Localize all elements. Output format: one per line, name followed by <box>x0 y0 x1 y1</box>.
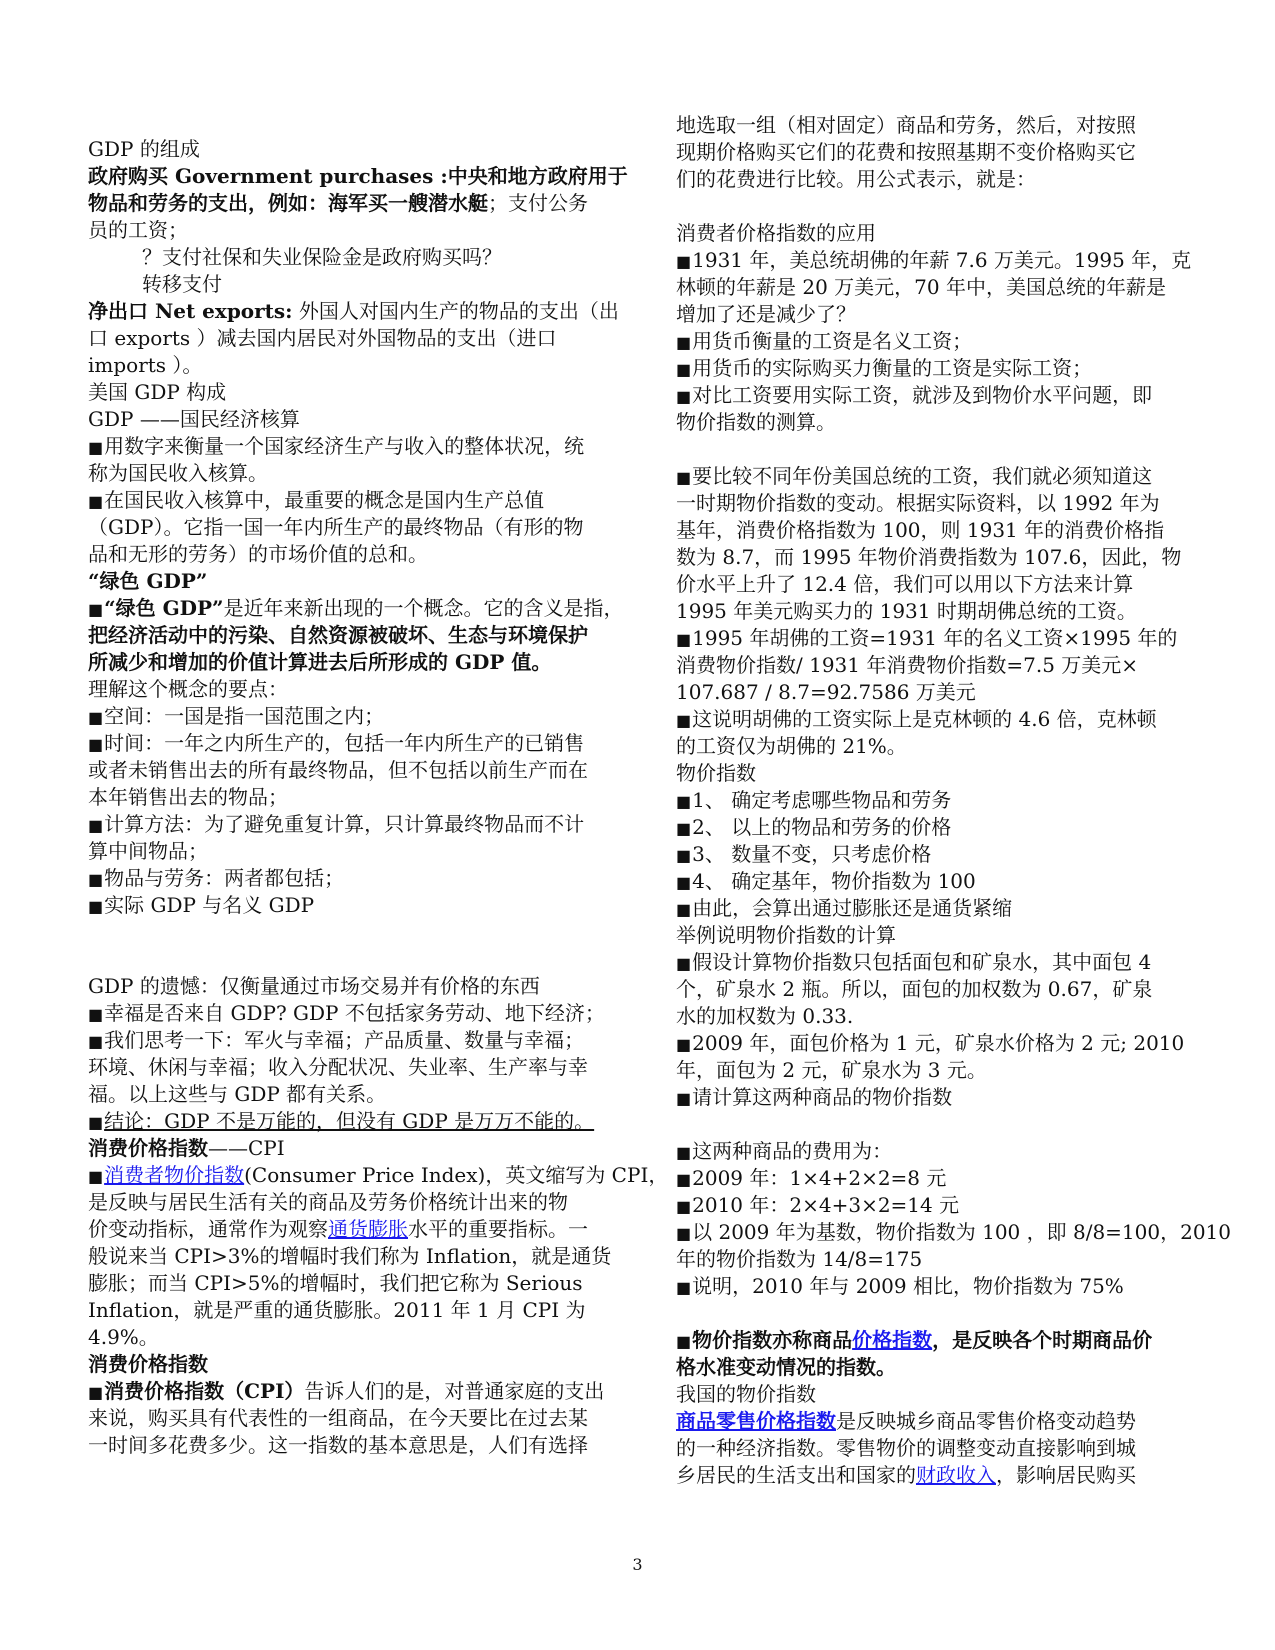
gov-purchase-line3: 员的工资； <box>88 218 188 242</box>
nominal-wage: 用货币衡量的工资是名义工资； <box>692 329 973 353</box>
bullet: ■ <box>676 792 692 811</box>
net-exports-line1: 外国人对国内生产的物品的支出（出 <box>292 299 619 323</box>
bullet: ■ <box>88 1113 104 1132</box>
point-goods: 物品与劳务：两者都包括； <box>104 866 345 890</box>
pi-aka-a: 物价指数亦称商品 <box>692 1328 853 1352</box>
bullet: ■ <box>676 1224 692 1243</box>
gdp-accounting: GDP ——国民经济核算 <box>88 407 300 431</box>
example-heading: 举例说明物价指数的计算 <box>676 923 896 947</box>
bullet: ■ <box>676 1332 692 1351</box>
point-time-line3: 本年销售出去的物品； <box>88 785 288 809</box>
cpi-heading-suffix: ——CPI <box>208 1136 285 1160</box>
continued-line2: 现期价格购买它们的花费和按照基期不变价格购买它 <box>676 140 1136 164</box>
bullet: ■ <box>676 954 692 973</box>
assume-line2: 个，矿泉水 2 瓶。所以，面包的加权数为 0.67，矿泉 <box>676 977 1153 1001</box>
bullet: ■ <box>676 360 692 379</box>
bullet: ■ <box>88 870 104 889</box>
continued-line1: 地选取一组（相对固定）商品和劳务，然后，对按照 <box>676 113 1136 137</box>
bullet: ■ <box>676 468 692 487</box>
pi-aka-line2: 格水准变动情况的指数。 <box>676 1355 896 1379</box>
bullet: ■ <box>88 1383 104 1402</box>
transfer-payment: 转移支付 <box>142 272 222 296</box>
cost-2010: 2010 年：2×4+3×2=14 元 <box>692 1193 960 1217</box>
china-price-index: 我国的物价指数 <box>676 1382 816 1406</box>
social-security-question: ？支付社保和失业保险金是政府购买吗？ <box>142 245 502 269</box>
bullet: ■ <box>88 708 104 727</box>
step-4: 4、 确定基年，物价指数为 100 <box>692 869 976 893</box>
cpi-application-heading: 消费者价格指数的应用 <box>676 221 876 245</box>
note: 说明，2010 年与 2009 相比，物价指数为 75% <box>692 1274 1124 1298</box>
cpi-line6: Inflation，就是严重的通货膨胀。2011 年 1 月 CPI 为 <box>88 1298 586 1322</box>
think-line1: 我们思考一下：军火与幸福；产品质量、数量与幸福； <box>104 1028 585 1052</box>
cpi-line4: 般说来当 CPI>3%的增幅时我们称为 Inflation，就是通货 <box>88 1244 612 1268</box>
cpi-line3b: 水平的重要指标。一 <box>408 1217 588 1241</box>
bullet: ■ <box>676 900 692 919</box>
cpi-def-line3: 一时间多花费多少。这一指数的基本意思是，人们有选择 <box>88 1433 588 1457</box>
bullet: ■ <box>676 846 692 865</box>
net-exports-line2: 口 exports ）减去国内居民对外国物品的支出（进口 <box>88 326 557 350</box>
bullet: ■ <box>88 1032 104 1051</box>
net-exports-line3: imports ）。 <box>88 353 203 377</box>
assume-line1: 假设计算物价指数只包括面包和矿泉水，其中面包 4 <box>692 950 1152 974</box>
think-line3: 福。以上这些与 GDP 都有关系。 <box>88 1082 387 1106</box>
us-gdp-composition: 美国 GDP 构成 <box>88 380 227 404</box>
green-gdp-term: “绿色 GDP” <box>104 596 224 620</box>
bullet: ■ <box>676 1089 692 1108</box>
know-line4: 数为 8.7，而 1995 年物价消费指数为 107.6，因此，物 <box>676 545 1182 569</box>
gov-purchase-line2b: ；支付公务 <box>488 191 588 215</box>
compare-line1: 对比工资要用实际工资，就涉及到物价水平问题，即 <box>692 383 1153 407</box>
cpi-line3a: 价变动指标，通常作为观察 <box>88 1217 328 1241</box>
bullet: ■ <box>88 600 104 619</box>
point-time-line2: 或者未销售出去的所有最终物品，但不包括以前生产而在 <box>88 758 588 782</box>
bullet: ■ <box>676 252 692 271</box>
national-income-line2: 称为国民收入核算。 <box>88 461 268 485</box>
gdp-definition-line1: 在国民收入核算中，最重要的概念是国内生产总值 <box>104 488 545 512</box>
retail-line3a: 乡居民的生活支出和国家的 <box>676 1463 916 1487</box>
salary-line1: 1931 年，美总统胡佛的年薪 7.6 万美元。1995 年，克 <box>692 248 1192 272</box>
explain-line1: 这说明胡佛的工资实际上是克林顿的 4.6 倍，克林顿 <box>692 707 1157 731</box>
cost-2009: 2009 年：1×4+2×2=8 元 <box>692 1166 947 1190</box>
price-index-link[interactable]: 价格指数 <box>852 1328 933 1352</box>
explain-line2: 的工资仅为胡佛的 21%。 <box>676 734 907 758</box>
point-space: 空间：一国是指一国范围之内； <box>104 704 385 728</box>
step-1: 1、 确定考虑哪些物品和劳务 <box>692 788 952 812</box>
point-method-line2: 算中间物品； <box>88 839 208 863</box>
cpi-line7: 4.9%。 <box>88 1325 159 1349</box>
bullet: ■ <box>88 816 104 835</box>
point-time-line1: 时间：一年之内所生产的，包括一年内所生产的已销售 <box>104 731 585 755</box>
inflation-link[interactable]: 通货膨胀 <box>328 1217 408 1241</box>
retail-line2: 的一种经济指数。零售物价的调整变动直接影响到城 <box>676 1436 1136 1460</box>
green-gdp-line2: 把经济活动中的污染、自然资源被破坏、生态与环境保护 <box>88 623 588 647</box>
cpi-line2: 是反映与居民生活有关的商品及劳务价格统计出来的物 <box>88 1190 568 1214</box>
bullet: ■ <box>676 1143 692 1162</box>
green-gdp-line3: 所减少和增加的价值计算进去后所形成的 GDP 值。 <box>88 650 552 674</box>
point-method-line1: 计算方法：为了避免重复计算，只计算最终物品而不计 <box>104 812 585 836</box>
assume-line3: 水的加权数为 0.33. <box>676 1004 854 1028</box>
national-income-line1: 用数字来衡量一个国家经济生产与收入的整体状况，统 <box>104 434 585 458</box>
formula-line3: 107.687 / 8.7=92.7586 万美元 <box>676 680 976 704</box>
cpi-heading-2: 消费价格指数 <box>88 1352 208 1376</box>
base-line1: 以 2009 年为基数，物价指数为 100 ，即 8/8=100，2010 <box>692 1220 1232 1244</box>
bullet: ■ <box>676 711 692 730</box>
bullet: ■ <box>88 735 104 754</box>
continued-line3: 们的花费进行比较。用公式表示，就是： <box>676 167 1036 191</box>
know-line5: 价水平上升了 12.4 倍，我们可以用以下方法来计算 <box>676 572 1134 596</box>
gdp-regret: GDP 的遗憾：仅衡量通过市场交易并有价格的东西 <box>88 974 540 998</box>
right-column <box>676 112 1232 1489</box>
bullet: ■ <box>676 630 692 649</box>
bullet: ■ <box>88 1005 104 1024</box>
cpi-line1: (Consumer Price Index)，英文缩写为 CPI， <box>244 1163 669 1187</box>
price-index-heading: 物价指数 <box>676 761 756 785</box>
conclusion: 结论：GDP 不是万能的，但没有 GDP 是万万不能的。 <box>104 1109 595 1133</box>
therefore: 由此，会算出通过膨胀还是通货紧缩 <box>692 896 1013 920</box>
page-number: 3 <box>632 1555 643 1574</box>
think-line2: 环境、休闲与幸福；收入分配状况、失业率、生产率与幸 <box>88 1055 588 1079</box>
bullet: ■ <box>676 1035 692 1054</box>
know-line2: 一时期物价指数的变动。根据实际资料，以 1992 年为 <box>676 491 1160 515</box>
cpi-line5: 膨胀；而当 CPI>5%的增幅时，我们把它称为 Serious <box>88 1271 583 1295</box>
calc-request: 请计算这两种商品的物价指数 <box>692 1085 953 1109</box>
cost-heading: 这两种商品的费用为： <box>692 1139 893 1163</box>
gdp-components-heading: GDP 的组成 <box>88 137 200 161</box>
green-gdp-heading: “绿色 GDP” <box>88 569 208 593</box>
bullet: ■ <box>676 819 692 838</box>
formula-line2: 消费物价指数/ 1931 年消费物价指数=7.5 万美元× <box>676 653 1139 677</box>
salary-line3: 增加了还是减少了？ <box>676 302 856 326</box>
gov-purchase-line2a: 物品和劳务的支出，例如：海军买一艘潜水艇 <box>88 191 488 215</box>
bullet: ■ <box>676 387 692 406</box>
happiness-gdp: 幸福是否来自 GDP? GDP 不包括家务劳动、地下经济； <box>104 1001 605 1025</box>
bullet: ■ <box>88 1167 104 1186</box>
bullet: ■ <box>676 1170 692 1189</box>
green-gdp-line1: 是近年来新出现的一个概念。它的含义是指， <box>223 596 624 620</box>
point-real-nominal: 实际 GDP 与名义 GDP <box>104 893 315 917</box>
compare-line2: 物价指数的测算。 <box>676 410 836 434</box>
salary-line2: 林顿的年薪是 20 万美元，70 年中，美国总统的年薪是 <box>676 275 1166 299</box>
fiscal-revenue-link[interactable]: 财政收入 <box>916 1463 996 1487</box>
gdp-definition-line2: （GDP）。它指一国一年内所生产的最终物品（有形的物 <box>88 515 584 539</box>
price-line2: 年，面包为 2 元，矿泉水为 3 元。 <box>676 1058 987 1082</box>
net-exports-term: 净出口 Net exports: <box>88 299 293 323</box>
left-column <box>88 136 669 1459</box>
step-3: 3、 数量不变，只考虑价格 <box>692 842 932 866</box>
bullet: ■ <box>676 873 692 892</box>
know-line1: 要比较不同年份美国总统的工资，我们就必须知道这 <box>692 464 1153 488</box>
real-wage: 用货币的实际购买力衡量的工资是实际工资； <box>692 356 1093 380</box>
cpi-heading: 消费价格指数 <box>88 1136 208 1160</box>
cpi-def-line1: 告诉人们的是，对普通家庭的支出 <box>304 1379 605 1403</box>
gov-purchase-line1: 政府购买 Government purchases :中央和地方政府用于 <box>88 164 628 188</box>
bullet: ■ <box>676 1278 692 1297</box>
cpi-def-term: 消费价格指数（CPI） <box>104 1379 305 1403</box>
retail-line1: 是反映城乡商品零售价格变动趋势 <box>836 1409 1136 1433</box>
step-2: 2、 以上的物品和劳务的价格 <box>692 815 952 839</box>
pi-aka-b: ，是反映各个时期商品价 <box>932 1328 1153 1352</box>
key-points: 理解这个概念的要点： <box>88 677 288 701</box>
retail-price-index-link[interactable]: 商品零售价格指数 <box>676 1409 836 1433</box>
bullet: ■ <box>88 438 104 457</box>
know-line6: 1995 年美元购买力的 1931 时期胡佛总统的工资。 <box>676 599 1137 623</box>
price-line1: 2009 年，面包价格为 1 元，矿泉水价格为 2 元; 2010 <box>692 1031 1185 1055</box>
cpi-def-line2: 来说，购买具有代表性的一组商品，在今天要比在过去某 <box>88 1406 588 1430</box>
formula-line1: 1995 年胡佛的工资=1931 年的名义工资×1995 年的 <box>692 626 1178 650</box>
cpi-link[interactable]: 消费者物价指数 <box>104 1163 245 1187</box>
know-line3: 基年，消费价格指数为 100，则 1931 年的消费价格指 <box>676 518 1165 542</box>
gdp-definition-line3: 品和无形的劳务）的市场价值的总和。 <box>88 542 428 566</box>
bullet: ■ <box>676 1197 692 1216</box>
bullet: ■ <box>88 897 104 916</box>
bullet: ■ <box>88 492 104 511</box>
retail-line3b: ，影响居民购买 <box>996 1463 1136 1487</box>
base-line2: 年的物价指数为 14/8=175 <box>676 1247 923 1271</box>
bullet: ■ <box>676 333 692 352</box>
